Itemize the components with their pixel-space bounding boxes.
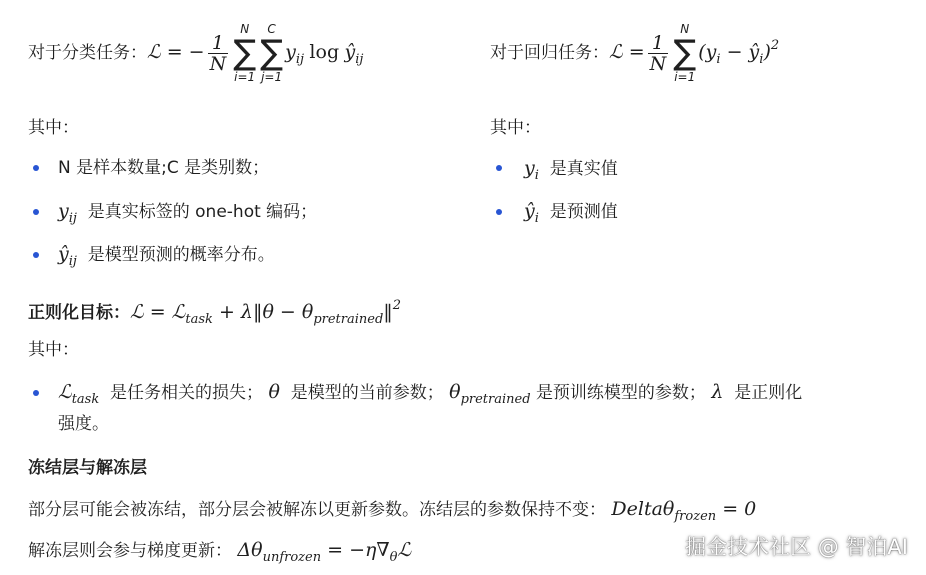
right-bullet-2: $ŷ_i$ 是预测值: [524, 200, 618, 226]
where-label-left: 其中：: [28, 118, 79, 138]
regularization-label: 正则化目标：: [28, 303, 130, 323]
left-bullet-3: $ŷ_{ij}$ 是模型预测的概率分布。: [58, 243, 275, 269]
bullet-dot: [33, 165, 39, 171]
classification-label: 对于分类任务：: [28, 43, 147, 63]
bullet-dot: [33, 390, 39, 396]
bullet-dot: [496, 165, 502, 171]
freeze-line: 部分层可能会被冻结，部分层会被解冻以更新参数。冻结层的参数保持不变： Deltaθ$_{frozen}$ = 0: [28, 498, 757, 524]
sum-symbol: N ∑ i=1: [673, 22, 697, 84]
where-label-reg: 其中：: [28, 340, 79, 360]
classification-formula: 对于分类任务：ℒ = − $\frac{1}{N}$ N ∑ i=1 C ∑ j=1 $y_{ij}$ $\log ŷ_{ij}$: [28, 22, 364, 84]
reg-bullet-line2: 强度。: [58, 414, 109, 434]
fraction: $\frac{1}{N}$: [209, 31, 227, 75]
regression-formula: 对于回归任务：ℒ = $\frac{1}{N}$ N ∑ i=1 ($y_i$ − $ŷ_i)^2$: [490, 22, 780, 84]
fraction: $\frac{1}{N}$: [649, 31, 667, 75]
unfreeze-line: 解冻层则会参与梯度更新： $\Delta\theta_{unfrozen}$ = $-\eta\nabla_\theta ℒ$: [28, 539, 412, 565]
reg-bullet: ℒ$_{task}$ 是任务相关的损失； θ 是模型的当前参数； $\theta_{pretrained}$ 是预训练模型的参数； λ 是正则化: [58, 381, 803, 407]
bullet-dot: [496, 209, 502, 215]
freeze-heading: 冻结层与解冻层: [28, 458, 147, 478]
regularization-formula: 正则化目标：ℒ = ℒ$_{task}$ + λ‖θ − $\theta_{pretrained}‖^2$: [28, 298, 402, 327]
bullet-dot: [33, 209, 39, 215]
watermark: 掘金技术社区 @ 智泊AI: [685, 535, 908, 559]
left-bullet-1: N 是样本数量;C 是类别数；: [58, 158, 270, 178]
left-bullet-2: $y_{ij}$ 是真实标签的 one-hot 编码；: [58, 200, 318, 226]
where-label-right: 其中：: [490, 118, 541, 138]
sum-symbol: C ∑ j=1: [260, 22, 284, 84]
regression-label: 对于回归任务：: [490, 43, 609, 63]
right-bullet-1: $y_i$ 是真实值: [524, 157, 618, 183]
bullet-dot: [33, 252, 39, 258]
sum-symbol: N ∑ i=1: [233, 22, 257, 84]
